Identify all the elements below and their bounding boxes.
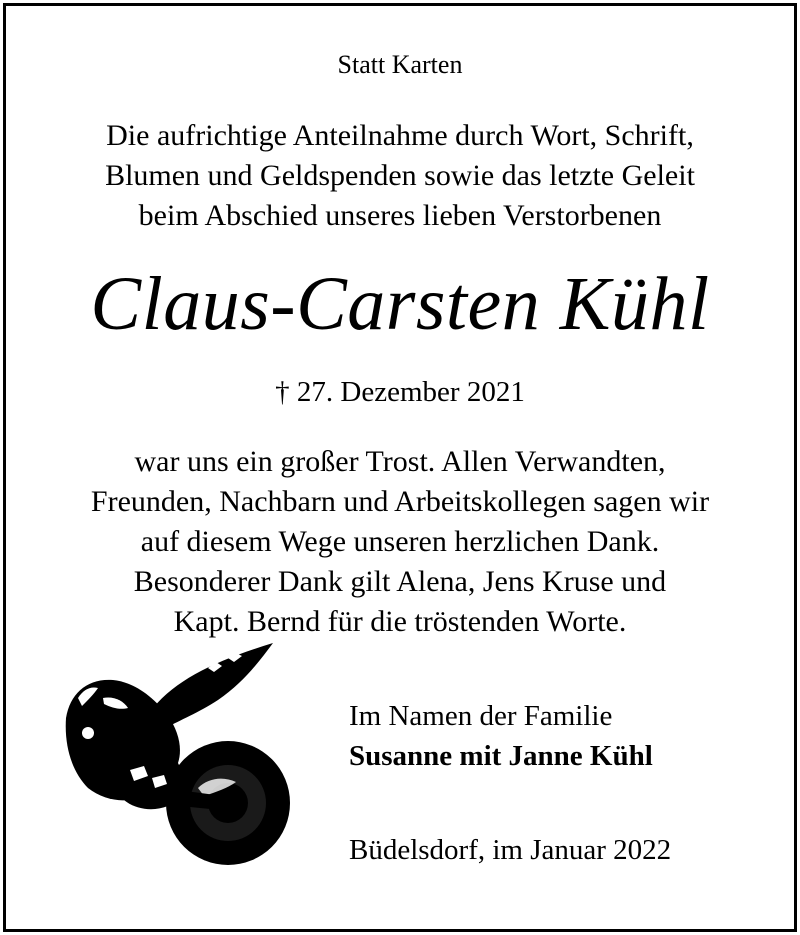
intro-text	[6, 116, 794, 236]
obituary-notice	[3, 3, 797, 932]
intro-line: beim Abschied unseres lieben Verstorbenen	[138, 199, 662, 232]
thanks-line: Kapt. Bernd für die tröstenden Worte.	[173, 605, 627, 638]
thanks-line: auf diesem Wege unseren herzlichen Dank.	[140, 525, 660, 558]
signature-names: Susanne mit Janne Kühl	[349, 740, 653, 772]
motorcycle-icon	[58, 638, 290, 866]
notice-heading: Statt Karten	[337, 50, 463, 79]
intro-line: Die aufrichtige Anteilnahme durch Wort, Schrift,	[106, 119, 694, 152]
thanks-text	[6, 442, 794, 642]
thanks-line: war uns ein großer Trost. Allen Verwandten,	[134, 445, 666, 478]
death-date: † 27. Dezember 2021	[275, 376, 525, 408]
thanks-line: Freunden, Nachbarn und Arbeitskollegen sagen wir	[90, 485, 710, 518]
place-date: Büdelsdorf, im Januar 2022	[349, 834, 672, 866]
thanks-line: Besonderer Dank gilt Alena, Jens Kruse und	[133, 565, 667, 598]
signature-intro: Im Namen der Familie	[349, 700, 613, 732]
intro-line: Blumen und Geldspenden sowie das letzte Geleit	[105, 159, 695, 192]
deceased-name: Claus-Carsten Kühl	[90, 262, 710, 346]
